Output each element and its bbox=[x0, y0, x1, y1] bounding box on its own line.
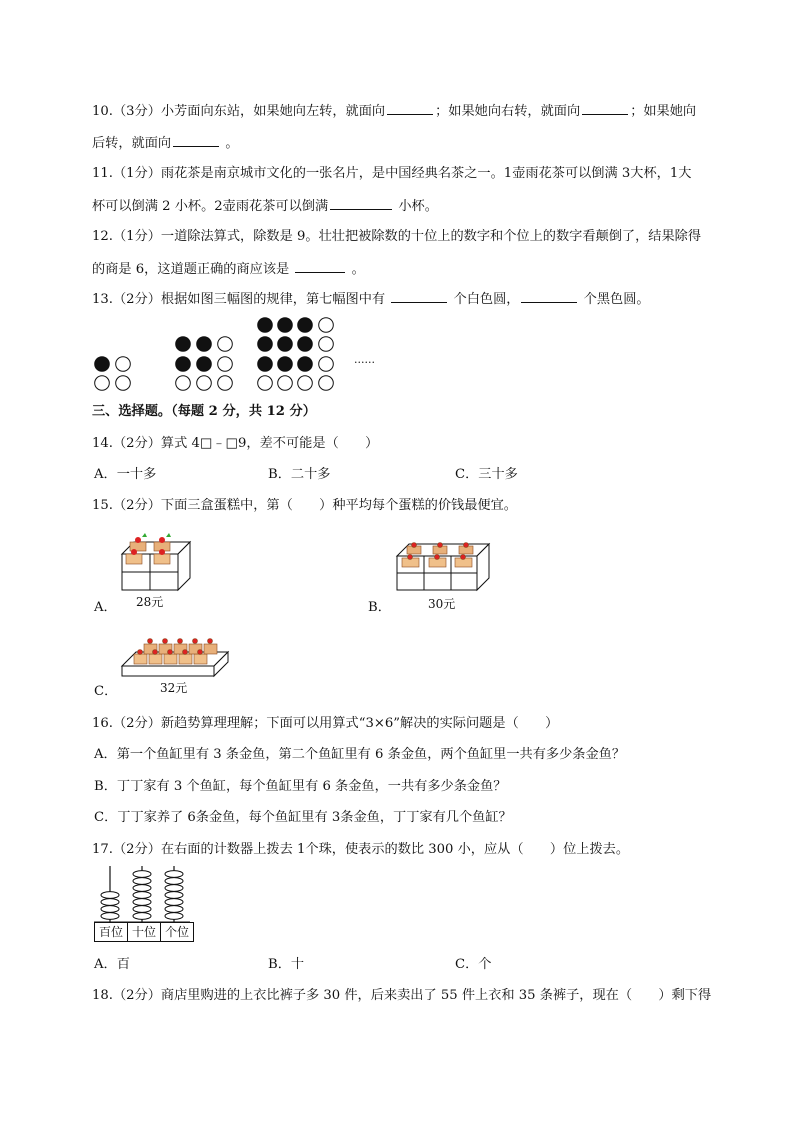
q12-line1: 12.（1分）一道除法算式，除数是 9。壮壮把被除数的十位上的数字和个位上的数字看颠倒了，结果除得 bbox=[92, 229, 702, 244]
cake-box-b-image bbox=[393, 538, 493, 594]
q13-line: 13.（2分）根据如图三幅图的规律，第七幅图中有 个白色圆， 个黑色圆。 bbox=[92, 288, 650, 310]
section-3-title: 三、选择题。（每题 2 分，共 12 分） bbox=[92, 404, 316, 419]
q17-option-a[interactable]: A．百 bbox=[94, 957, 130, 972]
abacus-label-tens: 十位 bbox=[128, 923, 161, 941]
q14-text: 14.（2分）算式 4□﹣□9，差不可能是（ ） bbox=[92, 436, 379, 451]
abacus-label-hundreds: 百位 bbox=[95, 923, 128, 941]
q10-line1: 10.（3分）小芳面向东站，如果她向左转，就面向 ；如果她向右转，就面向 ；如果她向 bbox=[92, 100, 696, 122]
cakes-c bbox=[134, 639, 217, 665]
q12-line2: 的商是 6，这道题正确的商应该是 。 bbox=[92, 258, 365, 280]
q17-option-c[interactable]: C．个 bbox=[455, 957, 492, 972]
q15-option-c[interactable]: C． bbox=[94, 684, 118, 699]
abacus-beads bbox=[101, 871, 183, 920]
pattern-figure-3 bbox=[258, 318, 334, 391]
q14-option-a[interactable]: A．一十多 bbox=[94, 467, 157, 482]
q14-option-c[interactable]: C．三十多 bbox=[455, 467, 518, 482]
pattern-figure-2 bbox=[176, 337, 233, 391]
q13-ellipsis: ...... bbox=[354, 353, 375, 366]
abacus-image bbox=[92, 864, 196, 926]
q11-line1: 11.（1分）雨花茶是南京城市文化的一张名片，是中国经典名茶之一。1壶雨花茶可以倒满 3大杯，1大 bbox=[92, 166, 692, 181]
q16-text: 16.（2分）新趋势算理理解；下面可以用算式“3×6”解决的实际问题是（ ） bbox=[92, 716, 559, 731]
q17-text: 17.（2分）在右面的计数器上拨去 1个珠，使表示的数比 300 小，应从（ ）位上拨去。 bbox=[92, 842, 630, 857]
q16-option-a[interactable]: A．第一个鱼缸里有 3 条金鱼，第二个鱼缸里有 6 条金鱼，两个鱼缸里一共有多少条金鱼？ bbox=[94, 747, 626, 762]
abacus-label-ones: 个位 bbox=[164, 925, 189, 939]
q15-text: 15.（2分）下面三盒蛋糕中，第（ ）种平均每个蛋糕的价钱最便宜。 bbox=[92, 498, 517, 513]
q10-line2: 后转，就面向 。 bbox=[92, 132, 239, 154]
q15-option-b[interactable]: B． bbox=[368, 600, 391, 615]
q16-option-b[interactable]: B．丁丁家有 3 个鱼缸，每个鱼缸里有 6 条金鱼，一共有多少条金鱼？ bbox=[94, 779, 507, 794]
cake-box-a-image bbox=[118, 530, 198, 592]
abacus-place-labels bbox=[94, 922, 194, 942]
q13-circle-pattern bbox=[0, 0, 794, 400]
q15-option-a[interactable]: A． bbox=[94, 600, 117, 615]
cake-box-a-price: 28元 bbox=[136, 595, 164, 609]
cake-box-b-price: 30元 bbox=[428, 597, 456, 611]
cake-tray-c-image bbox=[118, 632, 232, 680]
q11-line2: 杯可以倒满 2 小杯。2壶雨花茶可以倒满 小杯。 bbox=[92, 195, 438, 217]
pattern-figure-1 bbox=[95, 357, 131, 391]
q18-text: 18.（2分）商店里购进的上衣比裤子多 30 件，后来卖出了 55 件上衣和 35 条裤子，现在（ ）剩下得 bbox=[92, 988, 712, 1003]
q16-option-c[interactable]: C．丁丁家养了 6条金鱼，每个鱼缸里有 3条金鱼，丁丁家有几个鱼缸？ bbox=[94, 810, 512, 825]
cake-tray-c-price: 32元 bbox=[160, 681, 188, 695]
q14-option-b[interactable]: B．二十多 bbox=[268, 467, 331, 482]
q17-option-b[interactable]: B．十 bbox=[268, 957, 305, 972]
